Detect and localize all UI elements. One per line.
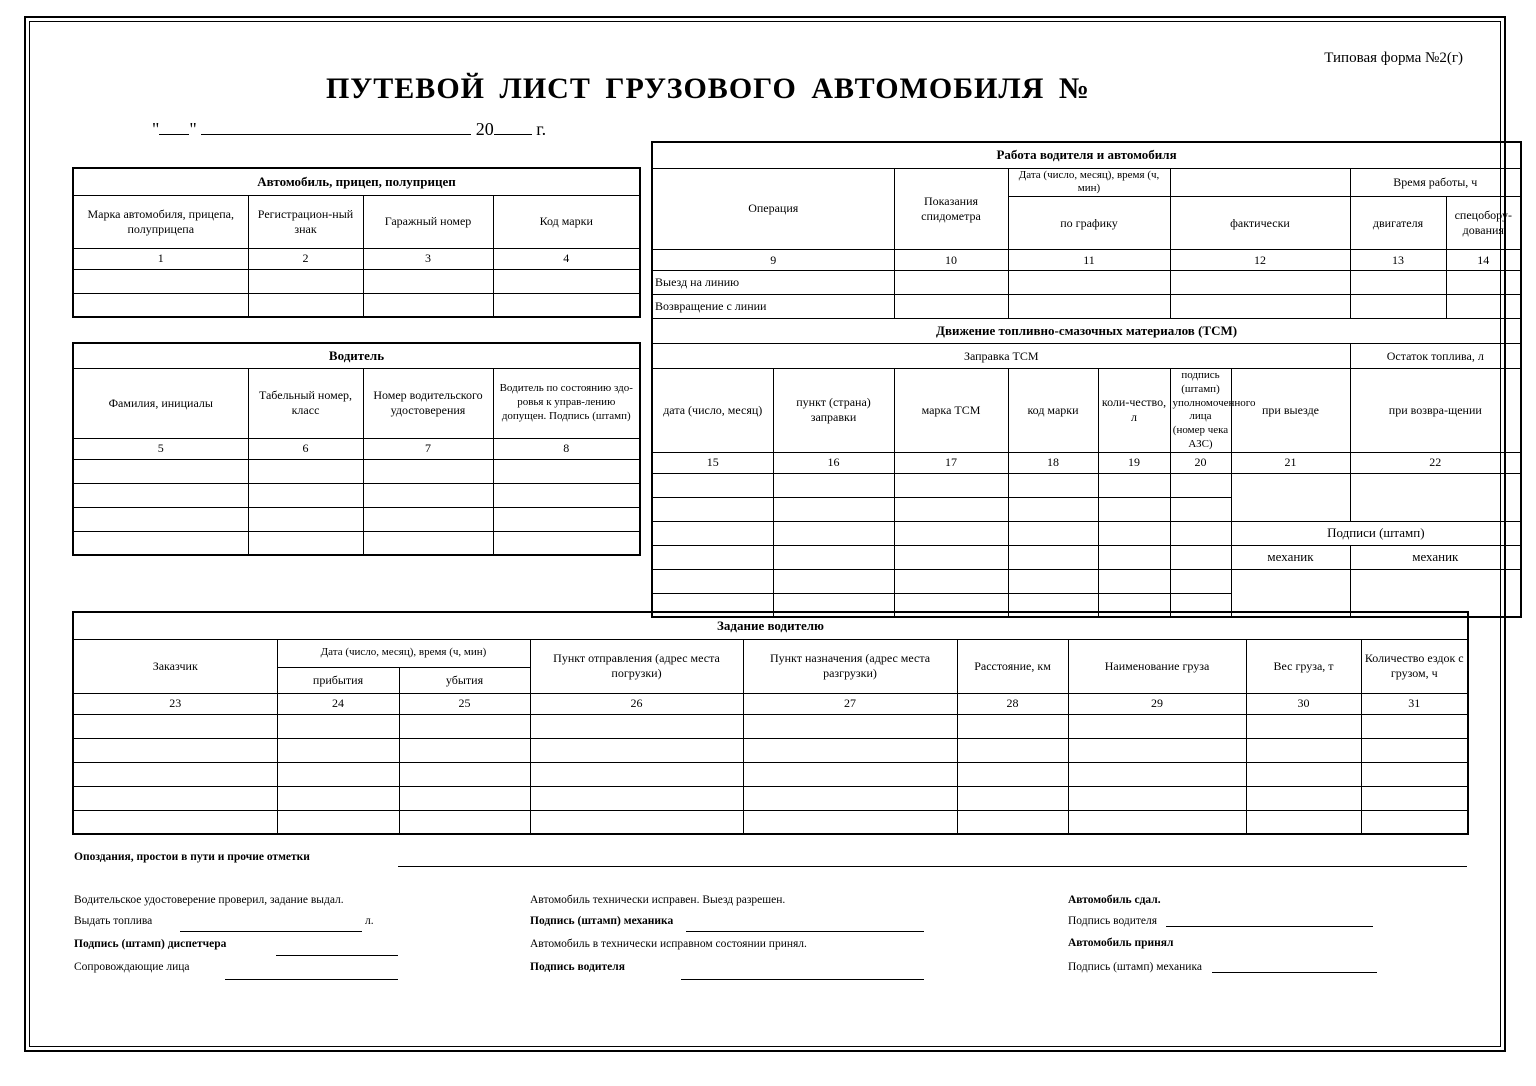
col-number: 24 [277,693,399,714]
table-cell[interactable] [773,473,894,497]
col-refuel-group: Заправка ТСМ [652,344,1350,369]
col-health-permit: Водитель по состоянию здо-ровья к управ-лению допущен. Подпись (штамп) [493,368,640,438]
col-destination: Пункт назначения (адрес места разгрузки) [743,639,957,693]
table-cell[interactable] [277,738,399,762]
table-cell[interactable] [248,459,363,483]
driver-header: Водитель [73,343,640,368]
col-personnel-number: Табельный номер, класс [248,368,363,438]
table-cell[interactable] [743,714,957,738]
table-cell[interactable] [743,738,957,762]
col-number: 4 [493,248,640,269]
col-number: 9 [652,250,894,271]
col-fuel-code: код марки [1008,369,1098,453]
mechanic-label: механик [1231,545,1350,569]
table-cell[interactable] [363,459,493,483]
table-cell[interactable] [1361,762,1468,786]
table-cell[interactable] [1170,473,1231,497]
table-cell[interactable] [493,269,640,293]
col-worktime-group: Время работы, ч [1350,168,1521,197]
table-cell[interactable] [1231,473,1350,521]
col-number: 17 [894,452,1008,473]
table-cell[interactable] [1098,569,1170,593]
col-fuel-brand: марка ТСМ [894,369,1008,453]
table-cell[interactable] [957,810,1068,834]
table-cell[interactable] [1350,295,1446,319]
dispatcher-signature-line[interactable] [276,955,398,956]
driver-signature-line[interactable] [681,979,924,980]
table-cell[interactable] [399,714,530,738]
col-number: 19 [1098,452,1170,473]
driver-signature2-line[interactable] [1166,926,1373,927]
table-cell[interactable] [363,507,493,531]
table-cell[interactable] [493,531,640,555]
table-cell[interactable] [1361,810,1468,834]
vehicle-table [72,167,641,318]
table-cell[interactable] [743,786,957,810]
delays-line[interactable] [398,866,1467,867]
mechanic-signature-line[interactable] [686,931,924,932]
col-number: 25 [399,693,530,714]
table-cell[interactable] [363,293,493,317]
table-cell[interactable] [1170,569,1231,593]
col-task-departure: убытия [399,667,530,693]
work-fuel-table [651,141,1522,618]
table-cell[interactable] [1008,545,1098,569]
col-number: 18 [1008,452,1098,473]
year-field[interactable] [494,118,532,135]
col-fuel-station: пункт (страна) заправки [773,369,894,453]
escorts-line[interactable] [225,979,398,980]
col-number: 3 [363,248,493,269]
table-cell[interactable] [1098,521,1170,545]
table-cell[interactable] [530,810,743,834]
table-cell[interactable] [773,569,894,593]
table-cell[interactable] [73,714,277,738]
table-cell[interactable] [73,531,248,555]
col-date-group: Дата (число, месяц), время (ч, мин) [1008,168,1170,197]
col-date-group-cont [1170,168,1350,197]
mechanic-signature-cell[interactable] [1350,569,1521,617]
mechanic-signature2-label: Подпись (штамп) механика [1068,961,1202,973]
driver-signature2-label: Подпись водителя [1068,915,1158,927]
table-cell[interactable] [73,786,277,810]
col-number: 21 [1231,452,1350,473]
table-cell[interactable] [894,271,1008,295]
table-cell[interactable] [493,507,640,531]
day-field[interactable] [159,118,189,135]
table-cell[interactable] [493,459,640,483]
table-cell[interactable] [1170,545,1231,569]
col-fuel-quantity: коли-чество, л [1098,369,1170,453]
page-title: ПУТЕВОЙ ЛИСТ ГРУЗОВОГО АВТОМОБИЛЯ № [325,72,1091,105]
col-number: 12 [1170,250,1350,271]
col-task-date-group: Дата (число, месяц), время (ч, мин) [277,639,530,667]
col-fuel-signature: подпись (штамп) уполномоченного лица (номер чека АЗС) [1170,369,1231,453]
col-special-equipment: спецобору-дования [1446,197,1521,250]
mechanic-signature-label: Подпись (штамп) механика [530,915,674,927]
table-cell[interactable] [1008,521,1098,545]
table-cell[interactable] [1068,810,1246,834]
table-cell[interactable] [652,497,773,521]
table-cell[interactable] [399,810,530,834]
col-driver-name: Фамилия, инициалы [73,368,248,438]
table-cell[interactable] [894,497,1008,521]
table-cell[interactable] [1446,295,1521,319]
table-cell[interactable] [1246,762,1361,786]
col-number: 14 [1446,250,1521,271]
table-cell[interactable] [957,762,1068,786]
table-cell[interactable] [363,531,493,555]
table-cell[interactable] [399,738,530,762]
table-cell[interactable] [743,810,957,834]
table-cell[interactable] [399,786,530,810]
table-cell[interactable] [530,786,743,810]
table-cell[interactable] [248,507,363,531]
table-cell[interactable] [773,521,894,545]
col-cargo-weight: Вес груза, т [1246,639,1361,693]
table-cell[interactable] [73,810,277,834]
col-number: 5 [73,438,248,459]
issue-fuel-line[interactable] [180,931,362,932]
col-number: 22 [1350,452,1521,473]
driver-signature-label: Подпись водителя [530,961,625,973]
table-cell[interactable] [1246,810,1361,834]
task-header: Задание водителю [73,612,1468,639]
col-number: 6 [248,438,363,459]
table-cell[interactable] [73,269,248,293]
table-cell[interactable] [399,762,530,786]
table-cell[interactable] [277,786,399,810]
table-cell[interactable] [1098,497,1170,521]
signatures-label: Подписи (штамп) [1231,521,1521,545]
col-number: 11 [1008,250,1170,271]
table-cell[interactable] [1068,762,1246,786]
table-cell[interactable] [1068,738,1246,762]
col-cargo-name: Наименование груза [1068,639,1246,693]
col-arrival: прибытия [277,667,399,693]
table-cell[interactable] [957,714,1068,738]
table-cell[interactable] [1350,473,1521,521]
table-cell[interactable] [1446,271,1521,295]
table-cell[interactable] [773,497,894,521]
table-cell[interactable] [248,293,363,317]
received-label: Автомобиль принял [1068,937,1174,949]
table-cell[interactable] [1068,786,1246,810]
table-cell[interactable] [493,293,640,317]
escorts-label: Сопровождающие лица [74,961,190,973]
table-cell[interactable] [773,545,894,569]
table-cell[interactable] [1170,271,1350,295]
col-garage-number: Гаражный номер [363,195,493,248]
col-number: 30 [1246,693,1361,714]
col-number: 10 [894,250,1008,271]
table-cell[interactable] [73,507,248,531]
table-cell[interactable] [652,569,773,593]
month-field[interactable] [201,118,471,135]
fuel-header: Движение топливно-смазочных материалов (ТСМ) [652,319,1521,344]
delays-label: Опоздания, простои в пути и прочие отметки [74,851,310,863]
col-number: 1 [73,248,248,269]
col-distance: Расстояние, км [957,639,1068,693]
row-departure-label: Выезд на линию [652,271,894,295]
col-vehicle-brand: Марка автомобиля, прицепа, полуприцепа [73,195,248,248]
vehicle-header: Автомобиль, прицеп, полуприцеп [73,168,640,195]
table-cell[interactable] [957,738,1068,762]
tech-ok-text: Автомобиль технически исправен. Выезд разрешен. [530,894,786,906]
table-cell[interactable] [73,293,248,317]
table-cell[interactable] [1068,714,1246,738]
dispatcher-signature-label: Подпись (штамп) диспетчера [74,938,227,950]
mechanic-signature-cell[interactable] [1231,569,1350,617]
table-cell[interactable] [1361,714,1468,738]
table-cell[interactable] [1008,497,1098,521]
col-fuel-remain-group: Остаток топлива, л [1350,344,1521,369]
issue-fuel-label: Выдать топлива [74,915,153,927]
table-cell[interactable] [530,738,743,762]
table-cell[interactable] [248,269,363,293]
col-number: 8 [493,438,640,459]
col-number: 26 [530,693,743,714]
table-cell[interactable] [277,810,399,834]
accepted-ok-text: Автомобиль в технически исправном состоянии принял. [530,938,807,950]
table-cell[interactable] [363,483,493,507]
col-number: 13 [1350,250,1446,271]
table-cell[interactable] [652,545,773,569]
table-cell[interactable] [73,738,277,762]
mechanic-label: механик [1350,545,1521,569]
license-checked-text: Водительское удостоверение проверил, задание выдал. [74,894,344,906]
col-brand-code: Код марки [493,195,640,248]
work-header: Работа водителя и автомобиля [652,142,1521,168]
table-cell[interactable] [894,473,1008,497]
table-cell[interactable] [1246,786,1361,810]
table-cell[interactable] [530,714,743,738]
table-cell[interactable] [1361,786,1468,810]
col-number: 15 [652,452,773,473]
col-number: 7 [363,438,493,459]
table-cell[interactable] [1008,271,1170,295]
col-origin: Пункт отправления (адрес места погрузки) [530,639,743,693]
driver-table [72,342,641,556]
col-number: 28 [957,693,1068,714]
table-cell[interactable] [1246,738,1361,762]
table-cell[interactable] [1361,738,1468,762]
col-number: 27 [743,693,957,714]
row-return-label: Возвращение с линии [652,295,894,319]
col-number: 23 [73,693,277,714]
table-cell[interactable] [1170,497,1231,521]
table-cell[interactable] [1008,295,1170,319]
col-customer: Заказчик [73,639,277,693]
task-table [72,611,1469,835]
col-number: 31 [1361,693,1468,714]
fuel-unit-label: л. [365,915,374,927]
table-cell[interactable] [530,762,743,786]
table-cell[interactable] [1098,545,1170,569]
table-cell[interactable] [73,459,248,483]
col-number: 29 [1068,693,1246,714]
col-remain-departure: при выезде [1231,369,1350,453]
table-cell[interactable] [743,762,957,786]
form-type-label: Типовая форма №2(г) [1324,50,1463,66]
col-remain-return: при возвра-щении [1350,369,1521,453]
table-cell[interactable] [1098,473,1170,497]
handed-over-label: Автомобиль сдал. [1068,894,1161,906]
date-line: " " 20 г. [152,119,547,139]
table-cell[interactable] [248,531,363,555]
table-cell[interactable] [277,762,399,786]
table-cell[interactable] [652,521,773,545]
table-cell[interactable] [73,762,277,786]
col-number: 16 [773,452,894,473]
table-cell[interactable] [894,521,1008,545]
table-cell[interactable] [1008,569,1098,593]
col-fuel-date: дата (число, месяц) [652,369,773,453]
col-schedule: по графику [1008,197,1170,250]
table-cell[interactable] [1246,714,1361,738]
col-license-number: Номер водительского удостоверения [363,368,493,438]
table-cell[interactable] [652,473,773,497]
table-cell[interactable] [1170,295,1350,319]
col-reg-plate: Регистрацион-ный знак [248,195,363,248]
table-cell[interactable] [277,714,399,738]
table-cell[interactable] [1350,271,1446,295]
col-engine: двигателя [1350,197,1446,250]
col-trips-count: Количество ездок с грузом, ч [1361,639,1468,693]
col-speedometer: Показания спидометра [894,168,1008,250]
table-cell[interactable] [894,569,1008,593]
table-cell[interactable] [248,483,363,507]
table-cell[interactable] [363,269,493,293]
table-cell[interactable] [1008,473,1098,497]
mechanic-signature2-line[interactable] [1212,972,1377,973]
table-cell[interactable] [957,786,1068,810]
col-number: 20 [1170,452,1231,473]
table-cell[interactable] [73,483,248,507]
table-cell[interactable] [1170,521,1231,545]
table-cell[interactable] [493,483,640,507]
col-actual: фактически [1170,197,1350,250]
table-cell[interactable] [894,545,1008,569]
col-number: 2 [248,248,363,269]
col-operation: Операция [652,168,894,250]
table-cell[interactable] [894,295,1008,319]
